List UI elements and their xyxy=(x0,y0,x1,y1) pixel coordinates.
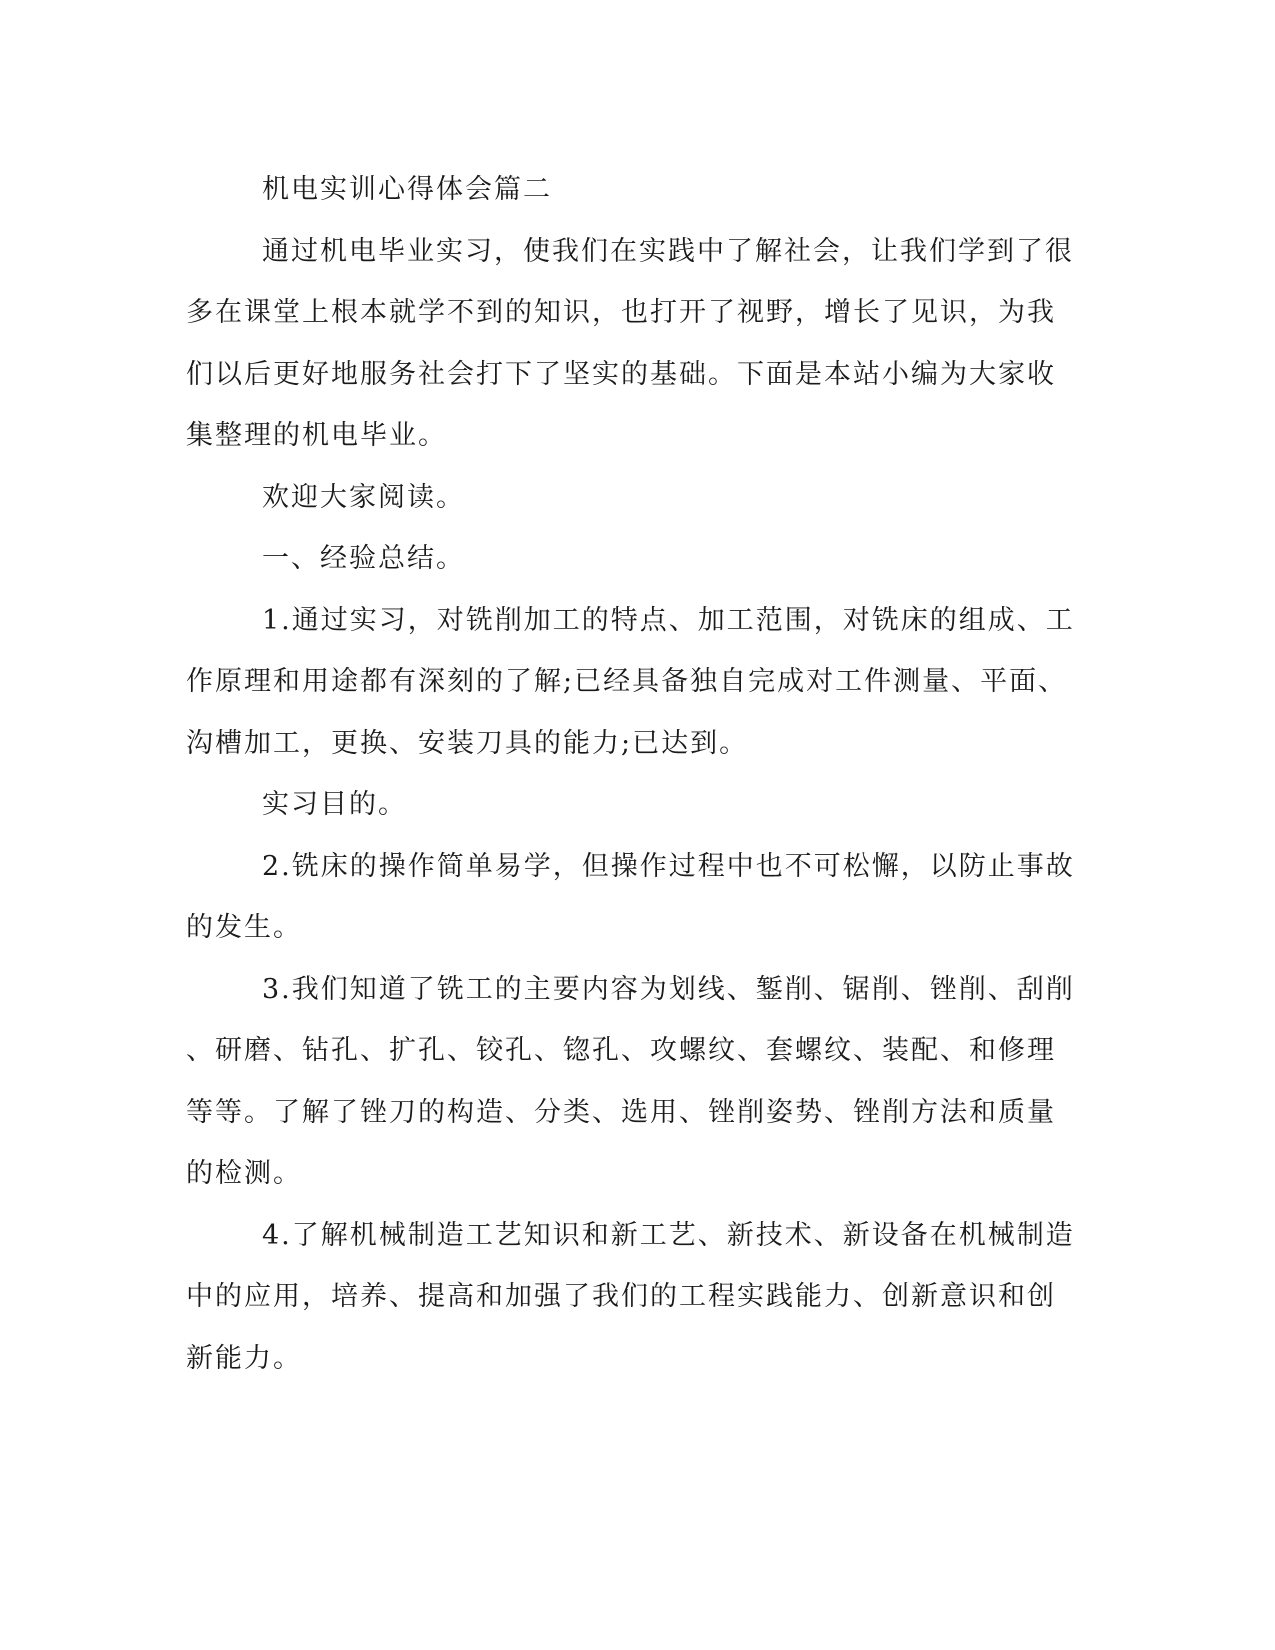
paragraph-line: 等等。了解了锉刀的构造、分类、选用、锉削姿势、锉削方法和质量 xyxy=(186,1096,1056,1128)
document-title: 机电实训心得体会篇二 xyxy=(262,174,552,205)
paragraph-line: 作原理和用途都有深刻的了解;已经具备独自完成对工件测量、平面、 xyxy=(186,666,1068,697)
paragraph-line: 新能力。 xyxy=(186,1342,302,1374)
paragraph-line: 的检测。 xyxy=(186,1158,302,1189)
section-heading: 一、经验总结。 xyxy=(262,543,465,574)
paragraph-line: 沟槽加工，更换、安装刀具的能力;已达到。 xyxy=(186,727,749,759)
paragraph-line: 集整理的机电毕业。 xyxy=(186,420,447,451)
paragraph-line: 、研磨、钻孔、扩孔、铰孔、锪孔、攻螺纹、套螺纹、装配、和修理 xyxy=(186,1035,1056,1066)
paragraph-line: 多在课堂上根本就学不到的知识，也打开了视野，增长了见识，为我 xyxy=(186,297,1056,328)
document-body xyxy=(186,159,1086,1389)
paragraph-line: 欢迎大家阅读。 xyxy=(262,481,465,513)
paragraph-line: 3.我们知道了铣工的主要内容为划线、錾削、锯削、锉削、刮削 xyxy=(262,973,1075,1005)
paragraph-line: 实习目的。 xyxy=(262,789,407,820)
paragraph-line: 4.了解机械制造工艺知识和新工艺、新技术、新设备在机械制造 xyxy=(262,1219,1075,1251)
paragraph-line: 2.铣床的操作简单易学，但操作过程中也不可松懈，以防止事故 xyxy=(262,850,1075,882)
paragraph-line: 1.通过实习，对铣削加工的特点、加工范围，对铣床的组成、工 xyxy=(262,604,1075,636)
paragraph-line: 通过机电毕业实习，使我们在实践中了解社会，让我们学到了很 xyxy=(262,235,1074,267)
paragraph-line: 的发生。 xyxy=(186,912,302,943)
paragraph-line: 中的应用，培养、提高和加强了我们的工程实践能力、创新意识和创 xyxy=(186,1281,1056,1312)
paragraph-line: 们以后更好地服务社会打下了坚实的基础。下面是本站小编为大家收 xyxy=(186,358,1056,390)
